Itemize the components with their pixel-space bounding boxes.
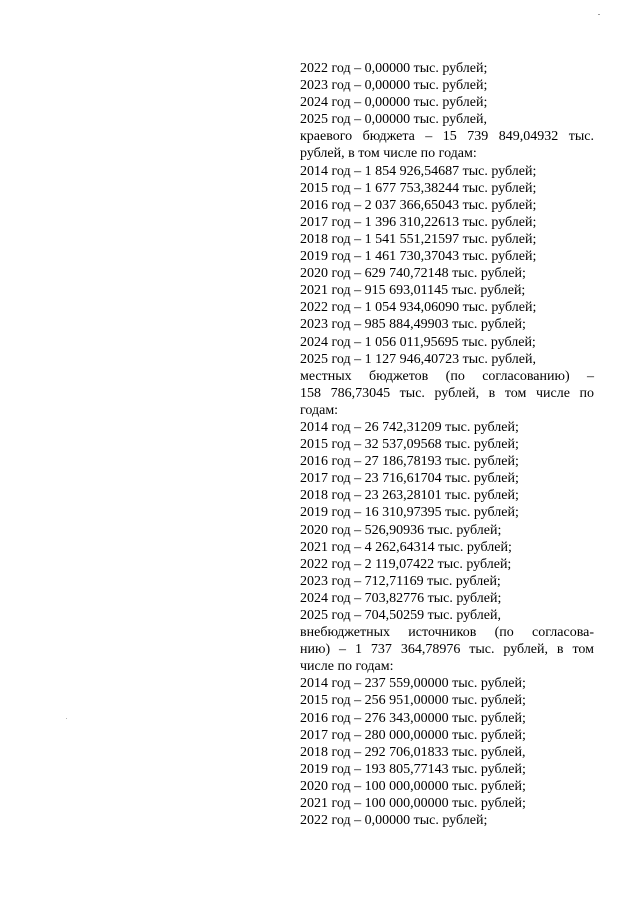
extra-budget-heading-cont: нию) – 1 737 364,78976 тыс. рублей, в том <box>300 642 594 658</box>
year-line: 2016 год – 27 186,78193 тыс. рублей; <box>300 454 519 470</box>
year-line: 2024 год – 0,00000 тыс. рублей; <box>300 95 488 111</box>
local-budget-heading-cont: 158 786,73045 тыс. рублей, в том числе по <box>300 385 594 401</box>
year-line: 2017 год – 280 000,00000 тыс. рублей; <box>300 727 526 743</box>
year-line: 2014 год – 237 559,00000 тыс. рублей; <box>300 676 526 692</box>
year-line: 2020 год – 526,90936 тыс. рублей; <box>300 522 502 538</box>
year-line: 2023 год – 985 884,49903 тыс. рублей; <box>300 317 526 333</box>
year-line: 2014 год – 1 854 926,54687 тыс. рублей; <box>300 163 537 179</box>
year-line: 2025 год – 0,00000 тыс. рублей, <box>300 112 487 128</box>
local-budget-heading-end: годам: <box>300 402 339 418</box>
year-line: 2014 год – 26 742,31209 тыс. рублей; <box>300 419 519 435</box>
year-line: 2018 год – 1 541 551,21597 тыс. рублей; <box>300 231 537 247</box>
year-line: 2019 год – 193 805,77143 тыс. рублей; <box>300 761 526 777</box>
year-line: 2018 год – 292 706,01833 тыс. рублей, <box>300 744 526 760</box>
scan-speck <box>66 718 67 719</box>
year-line: 2017 год – 23 716,61704 тыс. рублей; <box>300 471 519 487</box>
year-line: 2022 год – 1 054 934,06090 тыс. рублей; <box>300 300 537 316</box>
year-line: 2021 год – 100 000,00000 тыс. рублей; <box>300 796 526 812</box>
year-line: 2024 год – 703,82776 тыс. рублей; <box>300 590 502 606</box>
regional-budget-heading-cont: рублей, в том числе по годам: <box>300 146 477 162</box>
extra-budget-heading: внебюджетных источников (по согласова- <box>300 625 594 641</box>
year-line: 2016 год – 276 343,00000 тыс. рублей; <box>300 710 526 726</box>
scan-speck <box>598 14 600 15</box>
year-line: 2023 год – 0,00000 тыс. рублей; <box>300 78 488 94</box>
year-line: 2022 год – 2 119,07422 тыс. рублей; <box>300 556 512 572</box>
year-line: 2025 год – 704,50259 тыс. рублей, <box>300 608 501 623</box>
year-line: 2018 год – 23 263,28101 тыс. рублей; <box>300 488 519 504</box>
year-line: 2015 год – 1 677 753,38244 тыс. рублей; <box>300 180 537 196</box>
year-line: 2016 год – 2 037 366,65043 тыс. рублей; <box>300 197 537 213</box>
year-line: 2024 год – 1 056 011,95695 тыс. рублей; <box>300 334 536 350</box>
budget-text-block <box>300 60 594 829</box>
year-line: 2015 год – 256 951,00000 тыс. рублей; <box>300 693 526 709</box>
year-line: 2020 год – 629 740,72148 тыс. рублей; <box>300 266 526 282</box>
year-line: 2020 год – 100 000,00000 тыс. рублей; <box>300 778 526 794</box>
year-line: 2022 год – 0,00000 тыс. рублей; <box>300 61 488 76</box>
year-line: 2017 год – 1 396 310,22613 тыс. рублей; <box>300 214 537 230</box>
local-budget-heading: местных бюджетов (по согласованию) – <box>300 368 594 384</box>
extra-budget-heading-end: числе по годам: <box>300 659 394 675</box>
year-line: 2025 год – 1 127 946,40723 тыс. рублей, <box>300 351 536 367</box>
year-line: 2023 год – 712,71169 тыс. рублей; <box>300 573 501 589</box>
regional-budget-heading: краевого бюджета – 15 739 849,04932 тыс. <box>300 129 594 145</box>
year-line: 2015 год – 32 537,09568 тыс. рублей; <box>300 437 519 453</box>
year-line: 2019 год – 1 461 730,37043 тыс. рублей; <box>300 249 537 265</box>
year-line: 2022 год – 0,00000 тыс. рублей; <box>300 813 488 829</box>
year-line: 2021 год – 4 262,64314 тыс. рублей; <box>300 539 512 555</box>
year-line: 2021 год – 915 693,01145 тыс. рублей; <box>300 283 526 299</box>
year-line: 2019 год – 16 310,97395 тыс. рублей; <box>300 505 519 521</box>
